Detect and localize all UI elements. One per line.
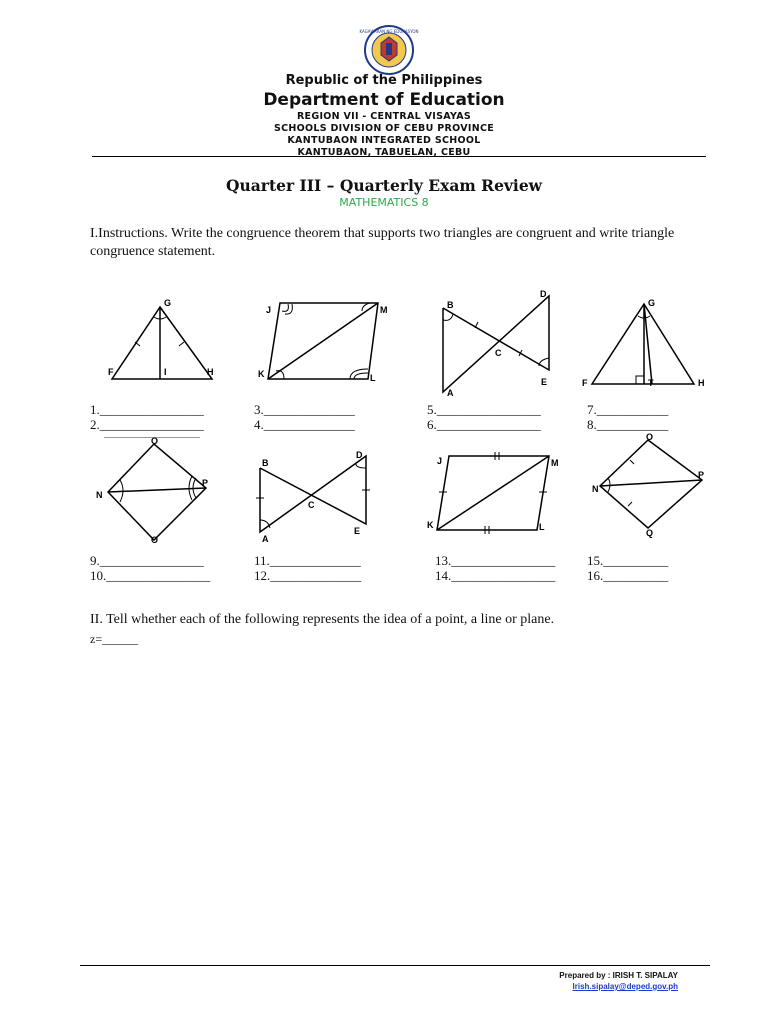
- answer-12[interactable]: 12.______________: [254, 568, 362, 583]
- figure-3-bowtie-bcade: [435, 288, 560, 398]
- fig4-label-f: F: [582, 378, 588, 388]
- answer-6[interactable]: 6.________________: [427, 417, 541, 432]
- z-answer-line[interactable]: z=______: [90, 632, 139, 646]
- fig2-label-l: L: [370, 373, 376, 383]
- fig6-label-e: E: [354, 526, 361, 536]
- prepared-by: Prepared by : IRISH T. SIPALAY: [559, 971, 678, 980]
- answer-2[interactable]: 2.________________: [90, 417, 204, 432]
- footer-divider: [80, 965, 710, 966]
- exam-title: Quarter III – Quarterly Exam Review: [225, 176, 543, 195]
- answer-14[interactable]: 14.________________: [435, 568, 556, 583]
- fig5-label-o-top: O: [151, 436, 159, 446]
- fig5-label-o-bottom: O: [151, 535, 159, 544]
- answer-11[interactable]: 11.______________: [254, 553, 361, 568]
- division-line: SCHOOLS DIVISION OF CEBU PROVINCE: [273, 123, 495, 134]
- figure-5-kite-onpo: [96, 436, 216, 544]
- part-2-instructions: [90, 612, 690, 628]
- republic-heading: Republic of the Philippines: [285, 73, 483, 88]
- fig6-label-c: C: [308, 500, 315, 510]
- fig4-label-t: T: [648, 378, 654, 388]
- fig1-label-g: G: [164, 298, 172, 308]
- exam-subject: MATHEMATICS 8: [339, 196, 429, 209]
- region-line: REGION VII - CENTRAL VISAYAS: [296, 111, 472, 122]
- fig7-label-j: J: [437, 456, 443, 466]
- answer-15[interactable]: 15.__________: [587, 553, 669, 568]
- fig6-label-b: B: [262, 458, 269, 468]
- fig6-label-d: D: [356, 450, 363, 460]
- figure-1-triangle-fgh: [100, 295, 220, 385]
- header-divider: [92, 156, 706, 157]
- figure-8-kite-onpq: [588, 430, 710, 538]
- answer-1[interactable]: 1.________________: [90, 402, 204, 417]
- school-line: KANTUBAON INTEGRATED SCHOOL: [287, 135, 481, 146]
- answer-7[interactable]: 7.___________: [587, 402, 669, 417]
- fig5-label-n: N: [96, 490, 103, 500]
- answer-9[interactable]: 9.________________: [90, 553, 204, 568]
- fig4-label-g: G: [648, 298, 656, 308]
- figure-4-triangle-fgh: [580, 292, 710, 392]
- fig4-label-h: H: [698, 378, 705, 388]
- instructions-suffix: .: [211, 244, 216, 259]
- answer-13[interactable]: 13.________________: [435, 553, 556, 568]
- address-line: KANTUBAON, TABUELAN, CEBU: [297, 147, 471, 158]
- answer-10[interactable]: 10.________________: [90, 568, 211, 583]
- instructions-prefix: I.Instructions: [90, 226, 165, 241]
- figure-2-parallelogram-jmlk: [258, 295, 393, 385]
- part-2-suffix: .: [550, 612, 555, 627]
- fig6-label-a: A: [262, 534, 269, 544]
- part-2-text: II. Tell whether each of the following represents the idea of a point, a line or plane: [90, 612, 551, 627]
- fig5-label-p: P: [202, 478, 209, 488]
- instructions-text: . Write the congruence theorem that supports two triangles are congruent and write triangle congruence statement: [90, 226, 675, 259]
- answer-16[interactable]: 16.__________: [587, 568, 669, 583]
- fig7-label-k: K: [427, 520, 434, 530]
- fig7-label-m: M: [551, 458, 559, 468]
- fig1-label-i: I: [164, 367, 167, 377]
- fig3-label-c: C: [495, 348, 502, 358]
- deped-seal-logo: [359, 25, 419, 75]
- answer-3[interactable]: 3.______________: [254, 402, 355, 417]
- fig3-label-d: D: [540, 289, 547, 299]
- fig3-label-e: E: [541, 377, 548, 387]
- fig2-label-j: J: [266, 305, 272, 315]
- fig8-label-o: O: [646, 432, 654, 442]
- fig7-label-l: L: [539, 522, 545, 532]
- fig8-label-n: N: [592, 484, 599, 494]
- fig2-label-m: M: [380, 305, 388, 315]
- fig3-label-b: B: [447, 300, 454, 310]
- fig1-label-f: F: [108, 367, 114, 377]
- fig1-label-h: H: [207, 367, 214, 377]
- department-heading: Department of Education: [263, 90, 505, 110]
- figure-7-parallelogram-jmlk: [425, 448, 565, 540]
- fig8-label-q: Q: [646, 528, 654, 538]
- fig3-label-a: A: [447, 388, 454, 398]
- instructions: [90, 225, 690, 261]
- fig8-label-p: P: [698, 470, 705, 480]
- answer-5[interactable]: 5.________________: [427, 402, 541, 417]
- author-email-link[interactable]: Irish.sipalay@deped.gov.ph: [572, 982, 678, 991]
- answer-8[interactable]: 8.___________: [587, 417, 669, 432]
- figure-6-bowtie-bcade: [252, 446, 377, 546]
- answer-4[interactable]: 4.______________: [254, 417, 355, 432]
- fig2-label-k: K: [258, 369, 265, 379]
- seal-text: KAGAWARAN NG EDUKASYON: [359, 29, 419, 34]
